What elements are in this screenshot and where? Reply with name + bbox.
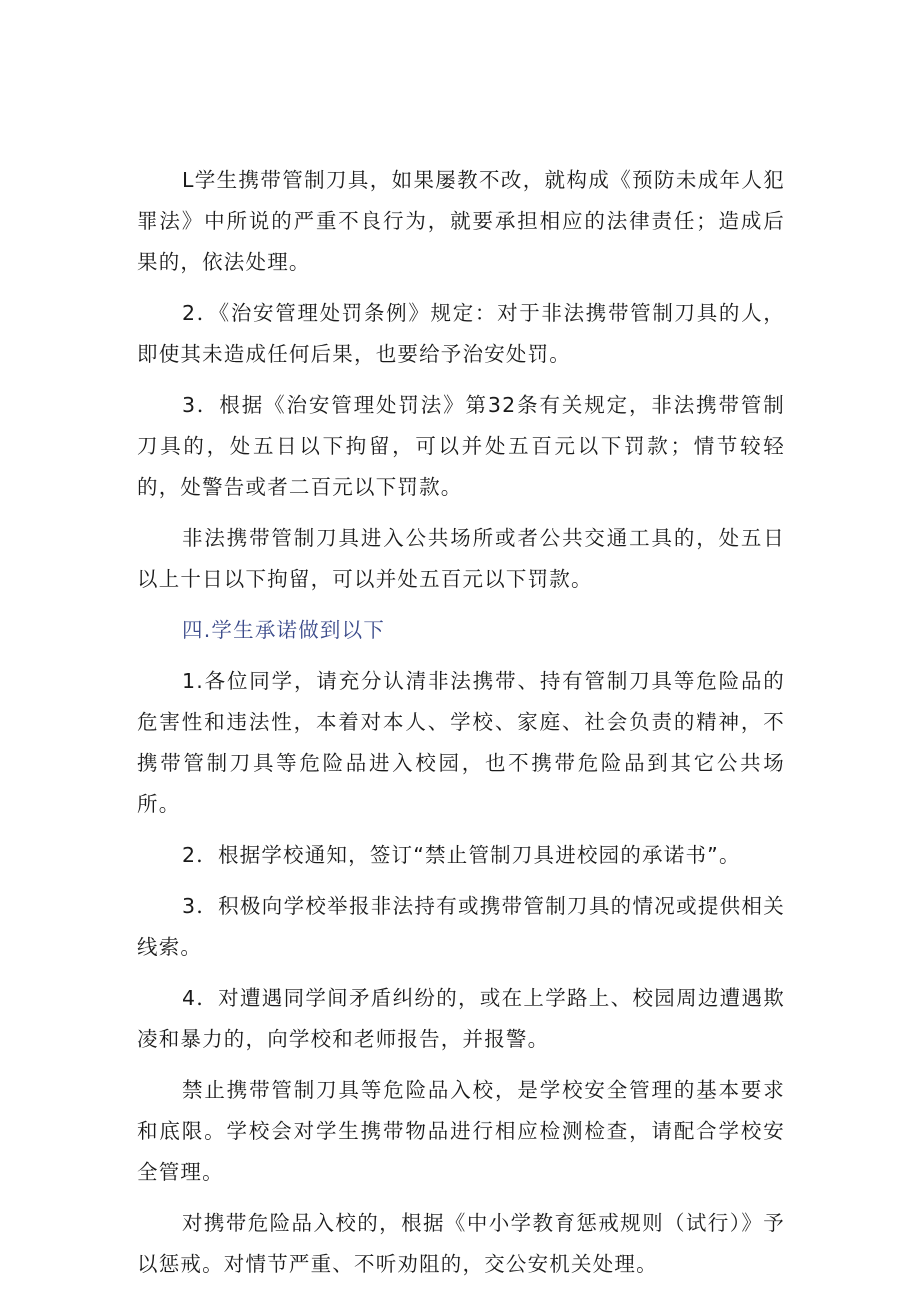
paragraph-juvenile-law: L学生携带管制刀具，如果屡教不改，就构成《预防未成年人犯罪法》中所说的严重不良行为，就要承担相应的法律责任；造成后果的，依法处理。 (137, 168, 785, 274)
pledge-item-3: 3．积极向学校举报非法持有或携带管制刀具的情况或提供相关线索。 (137, 894, 785, 959)
paragraph-discipline: 对携带危险品入校的，根据《中小学教育惩戒规则（试行）》予以惩戒。对情节严重、不听劝阻的，交公安机关处理。 (137, 1211, 785, 1276)
document-body (137, 160, 785, 1295)
pledge-item-2: 2．根据学校通知，签订“禁止管制刀具进校园的承诺书”。 (182, 843, 741, 867)
paragraph-regulation-2: 2．《治安管理处罚条例》规定：对于非法携带管制刀具的人，即使其未造成任何后果，也要给予治安处罚。 (137, 301, 785, 366)
paragraph-public-places: 非法携带管制刀具进入公共场所或者公共交通工具的，处五日以上十日以下拘留，可以并处五百元以下罚款。 (137, 526, 785, 591)
section-heading-student-pledge: 四.学生承诺做到以下 (182, 618, 386, 642)
pledge-item-4: 4．对遭遇同学间矛盾纠纷的，或在上学路上、校园周边遭遇欺凌和暴力的，向学校和老师报告，并报警。 (137, 986, 785, 1051)
paragraph-regulation-3: 3．根据《治安管理处罚法》第32条有关规定，非法携带管制刀具的，处五日以下拘留，可以并处五百元以下罚款；情节较轻的，处警告或者二百元以下罚款。 (137, 393, 785, 499)
pledge-item-1: 1.各位同学，请充分认清非法携带、持有管制刀具等危险品的危害性和违法性，本着对本人、学校、家庭、社会负责的精神，不携带管制刀具等危险品进入校园，也不携带危险品到其它公共场所。 (137, 669, 785, 816)
paragraph-school-policy: 禁止携带管制刀具等危险品入校，是学校安全管理的基本要求和底限。学校会对学生携带物品进行相应检测检查，请配合学校安全管理。 (137, 1078, 785, 1184)
